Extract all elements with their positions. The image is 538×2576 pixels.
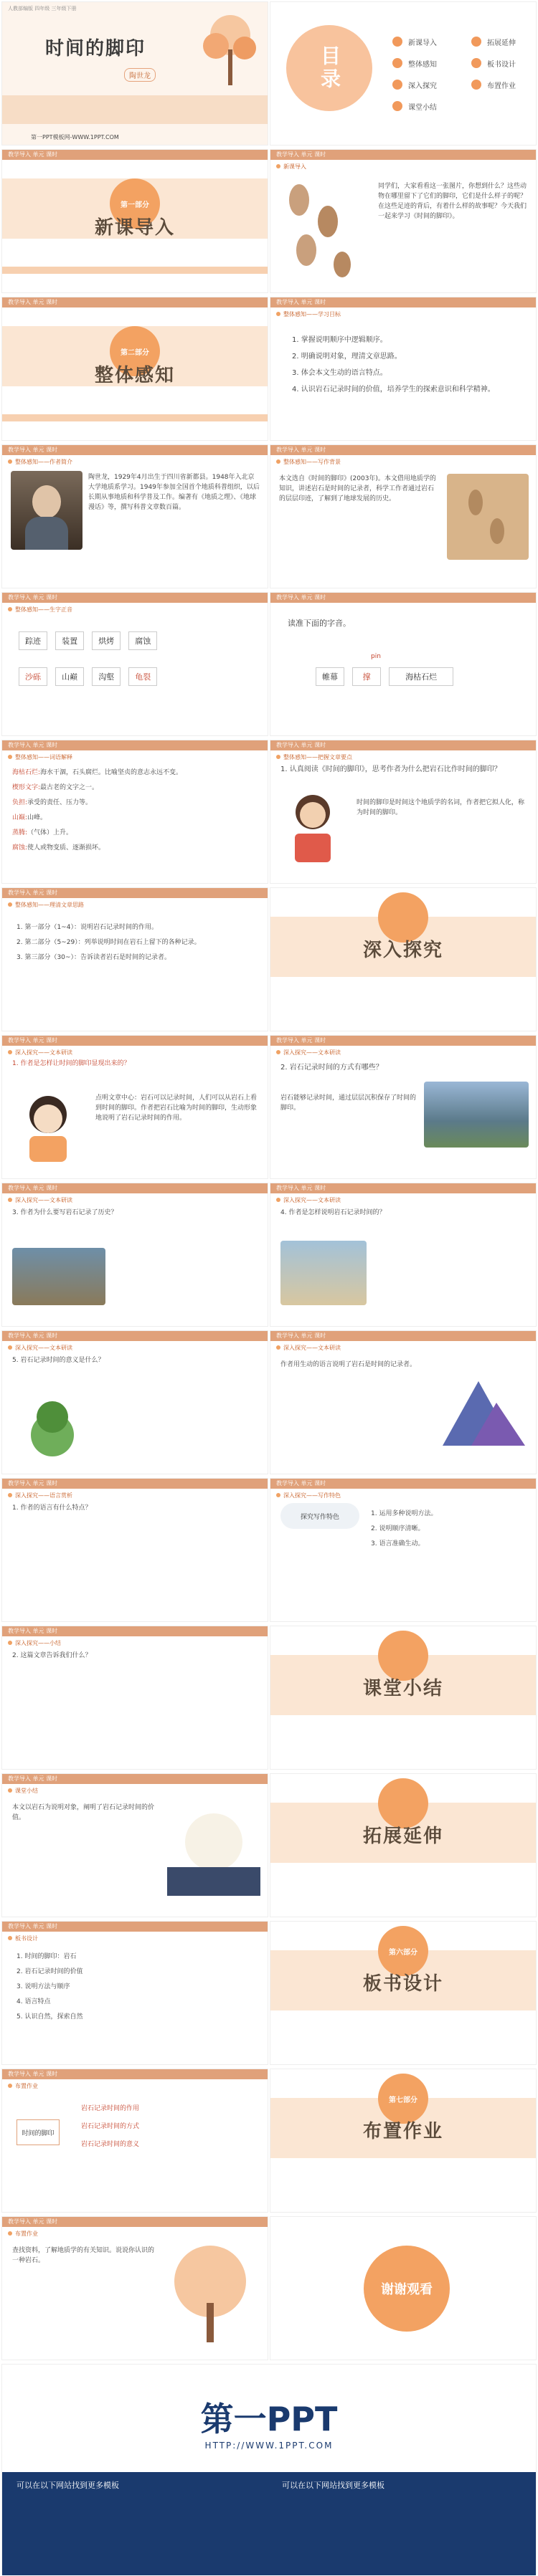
- feature-list: 1. 运用多种说明方法。 2. 说明顺序清晰。 3. 语言准确生动。: [371, 1510, 438, 1547]
- question-text: 2. 这篇文章告诉我们什么？: [12, 1652, 92, 1659]
- task-list: 1. 掌握说明顺序中逻辑顺序。 2. 明确说明对象，理清文章思路。 3. 体会本文生动的语言特点。 4. 认识岩石记录时间的价值，培养学生的探索意识和科学精神。: [292, 336, 495, 393]
- slide-final: [1, 2216, 268, 2360]
- toc-item[interactable]: 深入探究: [392, 74, 437, 95]
- word: 龟裂: [128, 667, 157, 686]
- toc-item[interactable]: 新课导入: [392, 31, 437, 52]
- slide-background: [270, 444, 537, 588]
- slide-title: [1, 1, 268, 146]
- slide-pinyin: [270, 592, 537, 736]
- slide-deep-6: [270, 1330, 537, 1474]
- crumb: 整体感知——词语解释: [8, 753, 72, 761]
- intro-text: 同学们，大家看看这一张图片，你想到什么？这些动物在哪里留下了它们的脚印，它们是什么样子的呢？在这些足迹的背后，有着什么样的故事呢？今天我们一起来学习《时间的脚印》。: [378, 183, 527, 220]
- bullet-icon: [471, 58, 481, 68]
- crumb: 新课导入: [276, 163, 306, 171]
- crumb: 整体感知——理清文章思路: [8, 901, 84, 909]
- vocab-list: 海枯石烂:海水干涸，石头腐烂。比喻坚贞的意志永远不变。 楔形文字:最古老的文字之一。 负担:承受的责任、压力等。 山巅:山峰。 蒸腾:（气体）上升。 腐蚀:使人或物变质、逐渐损坏。: [12, 769, 183, 851]
- top-banner: 教学导入 单元 课时: [270, 445, 536, 455]
- top-banner: 教学导入 单元 课时: [2, 1922, 268, 1932]
- section-badge: 第二部分: [110, 326, 160, 376]
- slide-vocab: [1, 740, 268, 884]
- crumb: 深入探究——文本研读: [276, 1196, 341, 1204]
- brand-text: 第一PPT模板网-WWW.1PPT.COM: [31, 134, 119, 140]
- section-badge: 第七部分: [378, 2074, 428, 2124]
- top-banner: 教学导入 单元 课时: [2, 2069, 268, 2079]
- center-box: 时间的脚印: [16, 2119, 60, 2145]
- summary-text: 本文以岩石为说明对象，阐明了岩石记录时间的价值。: [12, 1804, 155, 1821]
- mountain-icon: [435, 1360, 529, 1453]
- tree-icon: [160, 2238, 260, 2346]
- slide-structure: [1, 887, 268, 1031]
- section-title: 拓展延伸: [362, 1826, 443, 1847]
- author-tag: 陶世龙: [124, 68, 156, 82]
- section-title: 新课导入: [94, 217, 175, 239]
- thanks-circle: 谢谢观看: [364, 2246, 450, 2332]
- author-photo: [11, 471, 82, 550]
- footer-logo: 第一PPT: [200, 2400, 338, 2438]
- word: 腐蚀: [128, 631, 157, 650]
- slide-thanks: [270, 2216, 537, 2360]
- crumb: 整体感知——写作背景: [276, 458, 341, 466]
- slide-deep-2: [270, 1035, 537, 1179]
- top-banner: 教学导入 单元 课时: [270, 593, 536, 603]
- top-banner: 教学导入 单元 课时: [2, 740, 268, 750]
- earth-tree-icon: [16, 1396, 88, 1460]
- board-list: 1. 时间的脚印：岩石 2. 岩石记录时间的价值 3. 说明方法与顺序 4. 语言特点 5. 认识自然，探索自然: [16, 1953, 83, 2021]
- word: 撑: [352, 667, 381, 686]
- answer-text: 时间的脚印是时间这个地质学的名词，作者把它拟人化，称为时间的脚印。: [357, 799, 525, 816]
- section-title: 整体感知: [94, 365, 175, 386]
- word-row-1: [16, 629, 159, 653]
- bullet-icon: [392, 101, 402, 111]
- top-banner: 教学导入 单元 课时: [2, 445, 268, 455]
- question-text: 3. 作者为什么要写岩石记录了历史？: [12, 1209, 118, 1216]
- summary-text: 作者用生动的语言说明了岩石是时间的记录者。: [280, 1361, 417, 1368]
- title-band: [2, 95, 268, 124]
- toc-item[interactable]: 布置作业: [471, 74, 516, 95]
- background-text: 本文选自《时间的脚印》(2003年)。本文借用地质学的知识，讲述岩石是时间的记录者，科学工作者通过岩石的层层印迹，了解到了地球发展的历史。: [279, 475, 436, 502]
- crumb: 课堂小结: [8, 1787, 38, 1795]
- top-banner: 教学导入 单元 课时: [270, 740, 536, 750]
- badge-bubble: 探究写作特色: [280, 1503, 359, 1529]
- page-title: 时间的脚印: [45, 38, 146, 59]
- bullet-icon: [392, 37, 402, 47]
- top-banner: 教学导入 单元 课时: [2, 2217, 268, 2227]
- crumb: 深入探究——文本研读: [8, 1196, 72, 1204]
- crumb: 深入探究——小结: [8, 1639, 61, 1647]
- question-text: 2. 岩石记录时间的方式有哪些？: [280, 1064, 383, 1072]
- toc-list-right: [471, 31, 516, 95]
- rock-image: [12, 1248, 105, 1305]
- slide-words: [1, 592, 268, 736]
- pinyin-hint: pin: [371, 653, 381, 660]
- word: 帷幕: [316, 667, 344, 686]
- slide-toc: [270, 1, 537, 146]
- rainbow-image: [280, 1241, 367, 1305]
- slide-deep-5: [1, 1330, 268, 1474]
- final-text: 查找资料，了解地质学的有关知识。说说你认识的一种岩石。: [12, 2247, 155, 2264]
- section-badge: 第一部分: [110, 178, 160, 229]
- slide-question: [270, 740, 537, 884]
- top-banner: 教学导入 单元 课时: [2, 297, 268, 307]
- top-banner: 教学导入 单元 课时: [270, 150, 536, 160]
- question-text: 1. 认真阅读《时间的脚印》，思考作者为什么把岩石比作时间的脚印？: [280, 765, 501, 773]
- crumb: 深入探究——写作特色: [276, 1492, 341, 1499]
- bottom-stripe: [2, 267, 268, 274]
- crumb: 板书设计: [8, 1935, 38, 1942]
- slide-deep-3: [1, 1183, 268, 1327]
- toc-item[interactable]: 板书设计: [471, 52, 516, 74]
- bottom-stripe: [2, 414, 268, 421]
- word: 踪迹: [19, 631, 47, 650]
- crumb: 深入探究——文本研读: [8, 1344, 72, 1352]
- top-banner: 教学导入 单元 课时: [2, 1479, 268, 1489]
- word-row-2: [16, 664, 159, 689]
- bullet-icon: [392, 58, 402, 68]
- crumb: 布置作业: [8, 2082, 38, 2090]
- crumb: 深入探究——语言赏析: [8, 1492, 72, 1499]
- toc-item[interactable]: 课堂小结: [392, 95, 437, 117]
- word: 烘烤: [92, 631, 121, 650]
- question-text: 1. 作者的语言有什么特点？: [12, 1504, 92, 1512]
- slide-section-4: [270, 1626, 537, 1770]
- section-title: 板书设计: [362, 1973, 443, 1995]
- crumb: 整体感知——把握文章要点: [276, 753, 352, 761]
- slide-deep-8: [270, 1478, 537, 1622]
- section-badge: 第六部分: [378, 1926, 428, 1976]
- footer-right-title: 可以在以下网站找到更多模板: [282, 2481, 384, 2490]
- slide-intro: [270, 149, 537, 293]
- top-banner: 教学导入 单元 课时: [270, 297, 536, 307]
- word: 装置: [55, 631, 84, 650]
- footer-left-title: 可以在以下网站找到更多模板: [16, 2481, 119, 2490]
- top-banner: 教学导入 单元 课时: [2, 593, 268, 603]
- pinyin-row: [313, 664, 456, 689]
- slide-summary: [1, 1773, 268, 1917]
- slide-section-3: [270, 887, 537, 1031]
- word: 海枯石烂: [389, 667, 453, 686]
- author-text: 陶世龙，1929年4月出生于四川省新都县。1948年入北京大学地质系学习。1949年参加全国首个地质科普组织，以后长期从事地质和科学普及工作。编著有《地质之理》、《地球漫话》等，撰写科普文章数百篇。: [88, 474, 260, 511]
- girl-reading-icon: [280, 791, 345, 869]
- footer-band: [2, 2472, 536, 2575]
- top-banner: 教学导入 单元 课时: [2, 1183, 268, 1193]
- structure-list: 1. 第一部分（1~4）：说明岩石记录时间的作用。 2. 第二部分（5~29）：列举说明时间在岩石上留下的各种记录。 3. 第三部分（30~）：告诉读者岩石是时间的记录者。: [16, 924, 201, 961]
- tree-icon: [187, 6, 266, 92]
- section-title: 深入探究: [362, 940, 443, 961]
- toc-item[interactable]: 整体感知: [392, 52, 437, 74]
- slide-homework: [1, 2069, 268, 2213]
- top-banner: 教学导入 单元 课时: [270, 1331, 536, 1341]
- footprints-icon: [278, 178, 371, 279]
- footer-url: HTTP://WWW.1PPT.COM: [204, 2441, 334, 2451]
- word: 山巅: [55, 667, 84, 686]
- slide-section-6: [270, 1921, 537, 2065]
- moon-icon: [167, 1803, 260, 1896]
- crumb: 整体感知——生字正音: [8, 606, 72, 614]
- top-banner: 教学导入 单元 课时: [270, 1479, 536, 1489]
- top-banner: 教学导入 单元 课时: [2, 1036, 268, 1046]
- toc-item[interactable]: 拓展延伸: [471, 31, 516, 52]
- answer-text: 岩石能够记录时间，通过层层沉积保存了时间的脚印。: [280, 1094, 417, 1112]
- homework-list: 岩石记录时间的作用 岩石记录时间的方式 岩石记录时间的意义: [81, 2105, 140, 2148]
- question-text: 1. 作者是怎样让时间的脚印显现出来的？: [12, 1060, 131, 1067]
- question-text: 5. 岩石记录时间的意义是什么？: [12, 1357, 105, 1364]
- slide-deep-9: [1, 1626, 268, 1770]
- slide-section-5: [270, 1773, 537, 1917]
- toc-list-left: [392, 31, 437, 117]
- girl-icon: [12, 1086, 84, 1165]
- answer-text: 点明文章中心：岩石可以记录时间，人们可以从岩石上看到时间的脚印。作者把岩石比喻为时间的脚印，生动形象地说明了岩石记录时间的作用。: [95, 1094, 258, 1122]
- crumb: 整体感知——作者简介: [8, 458, 72, 466]
- slide-board: [1, 1921, 268, 2065]
- slide-tasks: [270, 297, 537, 441]
- slide-deep-7: [1, 1478, 268, 1622]
- top-banner: 教学导入 单元 课时: [270, 1036, 536, 1046]
- slide-deep-4: [270, 1183, 537, 1327]
- section-title: 布置作业: [362, 2121, 443, 2142]
- sand-footprints-image: [447, 474, 529, 560]
- bullet-icon: [471, 80, 481, 90]
- footer-ad: [1, 2364, 537, 2575]
- toc-circle: 目录: [286, 25, 372, 111]
- top-banner: 教学导入 单元 课时: [2, 150, 268, 160]
- crumb: 深入探究——文本研读: [276, 1344, 341, 1352]
- top-banner: 教学导入 单元 课时: [270, 1183, 536, 1193]
- slide-author: [1, 444, 268, 588]
- slide-section-1: [1, 149, 268, 293]
- section-title: 课堂小结: [362, 1678, 443, 1699]
- crumb: 深入探究——文本研读: [276, 1049, 341, 1056]
- word: 沙砾: [19, 667, 47, 686]
- word: 沟壑: [92, 667, 121, 686]
- top-banner: 教学导入 单元 课时: [2, 1626, 268, 1636]
- top-banner: 教学导入 单元 课时: [2, 1331, 268, 1341]
- landscape-image: [424, 1082, 529, 1148]
- header-small: 人教部编版 四年级 三年级下册: [8, 6, 77, 11]
- bullet-icon: [471, 37, 481, 47]
- crumb: 布置作业: [8, 2230, 38, 2238]
- bullet-icon: [392, 80, 402, 90]
- slide-section-2: [1, 297, 268, 441]
- slide-deep-1: [1, 1035, 268, 1179]
- top-banner: 教学导入 单元 课时: [2, 888, 268, 898]
- question-text: 4. 作者是怎样说明岩石记录时间的？: [280, 1209, 386, 1216]
- top-banner: 教学导入 单元 课时: [2, 1774, 268, 1784]
- crumb: 整体感知——学习目标: [276, 310, 341, 318]
- crumb: 深入探究——文本研读: [8, 1049, 72, 1056]
- pinyin-title: 读准下面的字音。: [288, 619, 351, 628]
- slide-section-7: [270, 2069, 537, 2213]
